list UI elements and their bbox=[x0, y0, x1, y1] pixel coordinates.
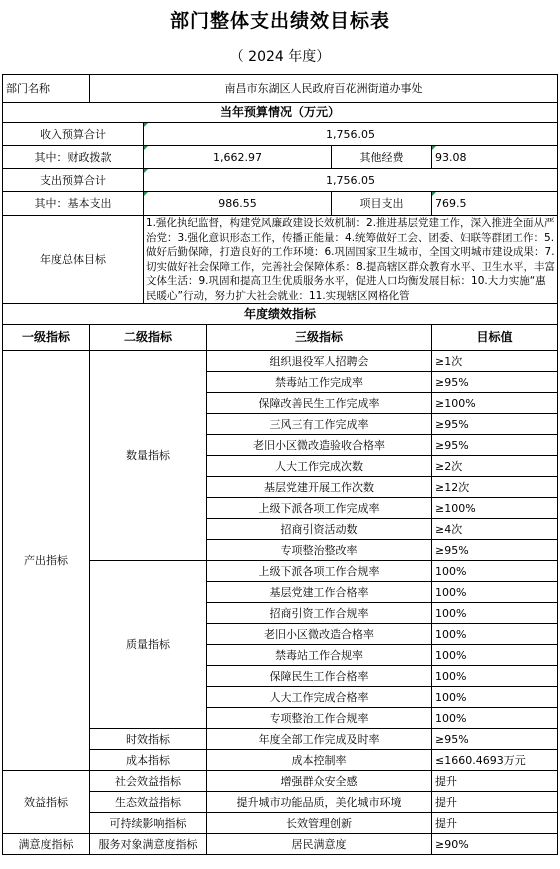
subgroup-service: 服务对象满意度指标 bbox=[90, 834, 207, 855]
sheet-title: 部门整体支出绩效目标表 bbox=[169, 10, 390, 32]
perf-header-row bbox=[3, 304, 558, 325]
basic-row bbox=[3, 192, 558, 216]
indicator-name: 禁毒站工作合规率 bbox=[207, 645, 432, 666]
indicator-value: 100% bbox=[432, 645, 558, 666]
basic-value: 986.55 bbox=[144, 192, 332, 216]
col-level2: 二级指标 bbox=[90, 325, 207, 351]
expense-value: 1,756.05 bbox=[144, 169, 558, 192]
group-benefit: 效益指标 bbox=[3, 771, 90, 834]
subgroup-quality: 质量指标 bbox=[90, 561, 207, 729]
budget-header: 当年预算情况（万元） bbox=[3, 103, 558, 123]
indicator-value: 100% bbox=[432, 582, 558, 603]
perf-columns-row bbox=[3, 325, 558, 351]
indicator-name: 人大工作完成次数 bbox=[207, 456, 432, 477]
subgroup-quantity: 数量指标 bbox=[90, 351, 207, 561]
indicator-name: 保障民生工作合格率 bbox=[207, 666, 432, 687]
expense-row bbox=[3, 169, 558, 192]
income-value: 1,756.05 bbox=[144, 123, 558, 146]
indicator-name: 居民满意度 bbox=[207, 834, 432, 855]
indicator-value: 100% bbox=[432, 603, 558, 624]
subgroup-eco: 生态效益指标 bbox=[90, 792, 207, 813]
indicator-name: 年度全部工作完成及时率 bbox=[207, 729, 432, 750]
indicator-name: 专项整治工作合规率 bbox=[207, 708, 432, 729]
basic-label: 其中：基本支出 bbox=[3, 192, 144, 216]
indicator-name: 老旧小区微改造合格率 bbox=[207, 624, 432, 645]
indicator-name: 老旧小区微改造验收合格率 bbox=[207, 435, 432, 456]
goal-label: 年度总体目标 bbox=[3, 216, 144, 304]
indicator-value: 100% bbox=[432, 687, 558, 708]
subgroup-timeliness: 时效指标 bbox=[90, 729, 207, 750]
indicator-value: 100% bbox=[432, 666, 558, 687]
indicator-value: ≥95% bbox=[432, 372, 558, 393]
indicator-value: 100% bbox=[432, 708, 558, 729]
indicator-name: 禁毒站工作完成率 bbox=[207, 372, 432, 393]
indicator-value: 100% bbox=[432, 561, 558, 582]
indicator-name: 招商引资活动数 bbox=[207, 519, 432, 540]
indicator-name: 招商引资工作合规率 bbox=[207, 603, 432, 624]
indicator-name: 长效管理创新 bbox=[207, 813, 432, 834]
group-output: 产出指标 bbox=[3, 351, 90, 771]
col-level1: 一级指标 bbox=[3, 325, 90, 351]
indicator-value: 100% bbox=[432, 624, 558, 645]
project-value: 769.5 bbox=[432, 192, 558, 216]
subgroup-social: 社会效益指标 bbox=[90, 771, 207, 792]
indicator-name: 三风三有工作完成率 bbox=[207, 414, 432, 435]
indicator-name: 增强群众安全感 bbox=[207, 771, 432, 792]
indicator-value: ≥2次 bbox=[432, 456, 558, 477]
fiscal-value: 1,662.97 bbox=[144, 146, 332, 169]
indicator-name: 上级下派各项工作合规率 bbox=[207, 561, 432, 582]
col-level3: 三级指标 bbox=[207, 325, 432, 351]
sheet-year: （ 2024 年度） bbox=[229, 49, 331, 65]
goal-row bbox=[3, 216, 558, 304]
table-row bbox=[3, 351, 558, 372]
indicator-value: ≥12次 bbox=[432, 477, 558, 498]
indicator-value: ≥95% bbox=[432, 435, 558, 456]
indicator-value: ≥100% bbox=[432, 498, 558, 519]
perf-header: 年度绩效指标 bbox=[3, 304, 558, 325]
indicator-name: 提升城市功能品质，美化城市环境 bbox=[207, 792, 432, 813]
subgroup-sustain: 可持续影响指标 bbox=[90, 813, 207, 834]
income-row bbox=[3, 123, 558, 146]
table-row bbox=[3, 771, 558, 792]
dept-row bbox=[3, 75, 558, 103]
dept-label: 部门名称 bbox=[3, 75, 90, 103]
performance-table bbox=[2, 74, 558, 855]
dept-value: 南昌市东湖区人民政府百花洲街道办事处 bbox=[90, 75, 558, 103]
table-row bbox=[3, 834, 558, 855]
other-value: 93.08 bbox=[432, 146, 558, 169]
indicator-value: ≥95% bbox=[432, 414, 558, 435]
indicator-value: 提升 bbox=[432, 771, 558, 792]
subgroup-cost: 成本指标 bbox=[90, 750, 207, 771]
indicator-name: 基层党建工作合格率 bbox=[207, 582, 432, 603]
indicator-value: ≥4次 bbox=[432, 519, 558, 540]
indicator-value: ≥100% bbox=[432, 393, 558, 414]
group-satisfaction: 满意度指标 bbox=[3, 834, 90, 855]
indicator-name: 人大工作完成合格率 bbox=[207, 687, 432, 708]
indicator-value: 提升 bbox=[432, 792, 558, 813]
indicator-name: 成本控制率 bbox=[207, 750, 432, 771]
col-target: 目标值 bbox=[432, 325, 558, 351]
indicator-name: 专项整治整改率 bbox=[207, 540, 432, 561]
income-label: 收入预算合计 bbox=[3, 123, 144, 146]
indicator-value: ≥95% bbox=[432, 729, 558, 750]
goal-text: 1.强化执纪监督，构建党风廉政建设长效机制：2.推进基层党建工作，深入推进全面从严治党：3.强化意识形态工作，传播正能量：4.统筹做好工会、团委、妇联等群团工作：5.做好后勤保障，打造良好的工作环境：6.巩固国家卫生城市，全国文明城市建设成果：7.切实做好社会保障工作，完善社会保障体系：8.提高辖区群众教育水平、卫生水平，丰富文体生活：9.巩固和提高卫生优质服务水平，促进人口均衡发展目标：10.大力实施“惠民暖心”行动，努力扩大社会就业：11.实现辖区网格化管 bbox=[144, 216, 558, 304]
budget-header-row bbox=[3, 103, 558, 123]
indicator-name: 保障改善民生工作完成率 bbox=[207, 393, 432, 414]
indicator-name: 上级下派各项工作完成率 bbox=[207, 498, 432, 519]
fiscal-label: 其中：财政拨款 bbox=[3, 146, 144, 169]
project-label: 项目支出 bbox=[332, 192, 432, 216]
indicator-value: 提升 bbox=[432, 813, 558, 834]
fiscal-row bbox=[3, 146, 558, 169]
indicator-value: ≥90% bbox=[432, 834, 558, 855]
indicator-value: ≤1660.4693万元 bbox=[432, 750, 558, 771]
indicator-name: 组织退役军人招聘会 bbox=[207, 351, 432, 372]
indicator-value: ≥95% bbox=[432, 540, 558, 561]
indicator-value: ≥1次 bbox=[432, 351, 558, 372]
indicator-name: 基层党建开展工作次数 bbox=[207, 477, 432, 498]
other-label: 其他经费 bbox=[332, 146, 432, 169]
expense-label: 支出预算合计 bbox=[3, 169, 144, 192]
